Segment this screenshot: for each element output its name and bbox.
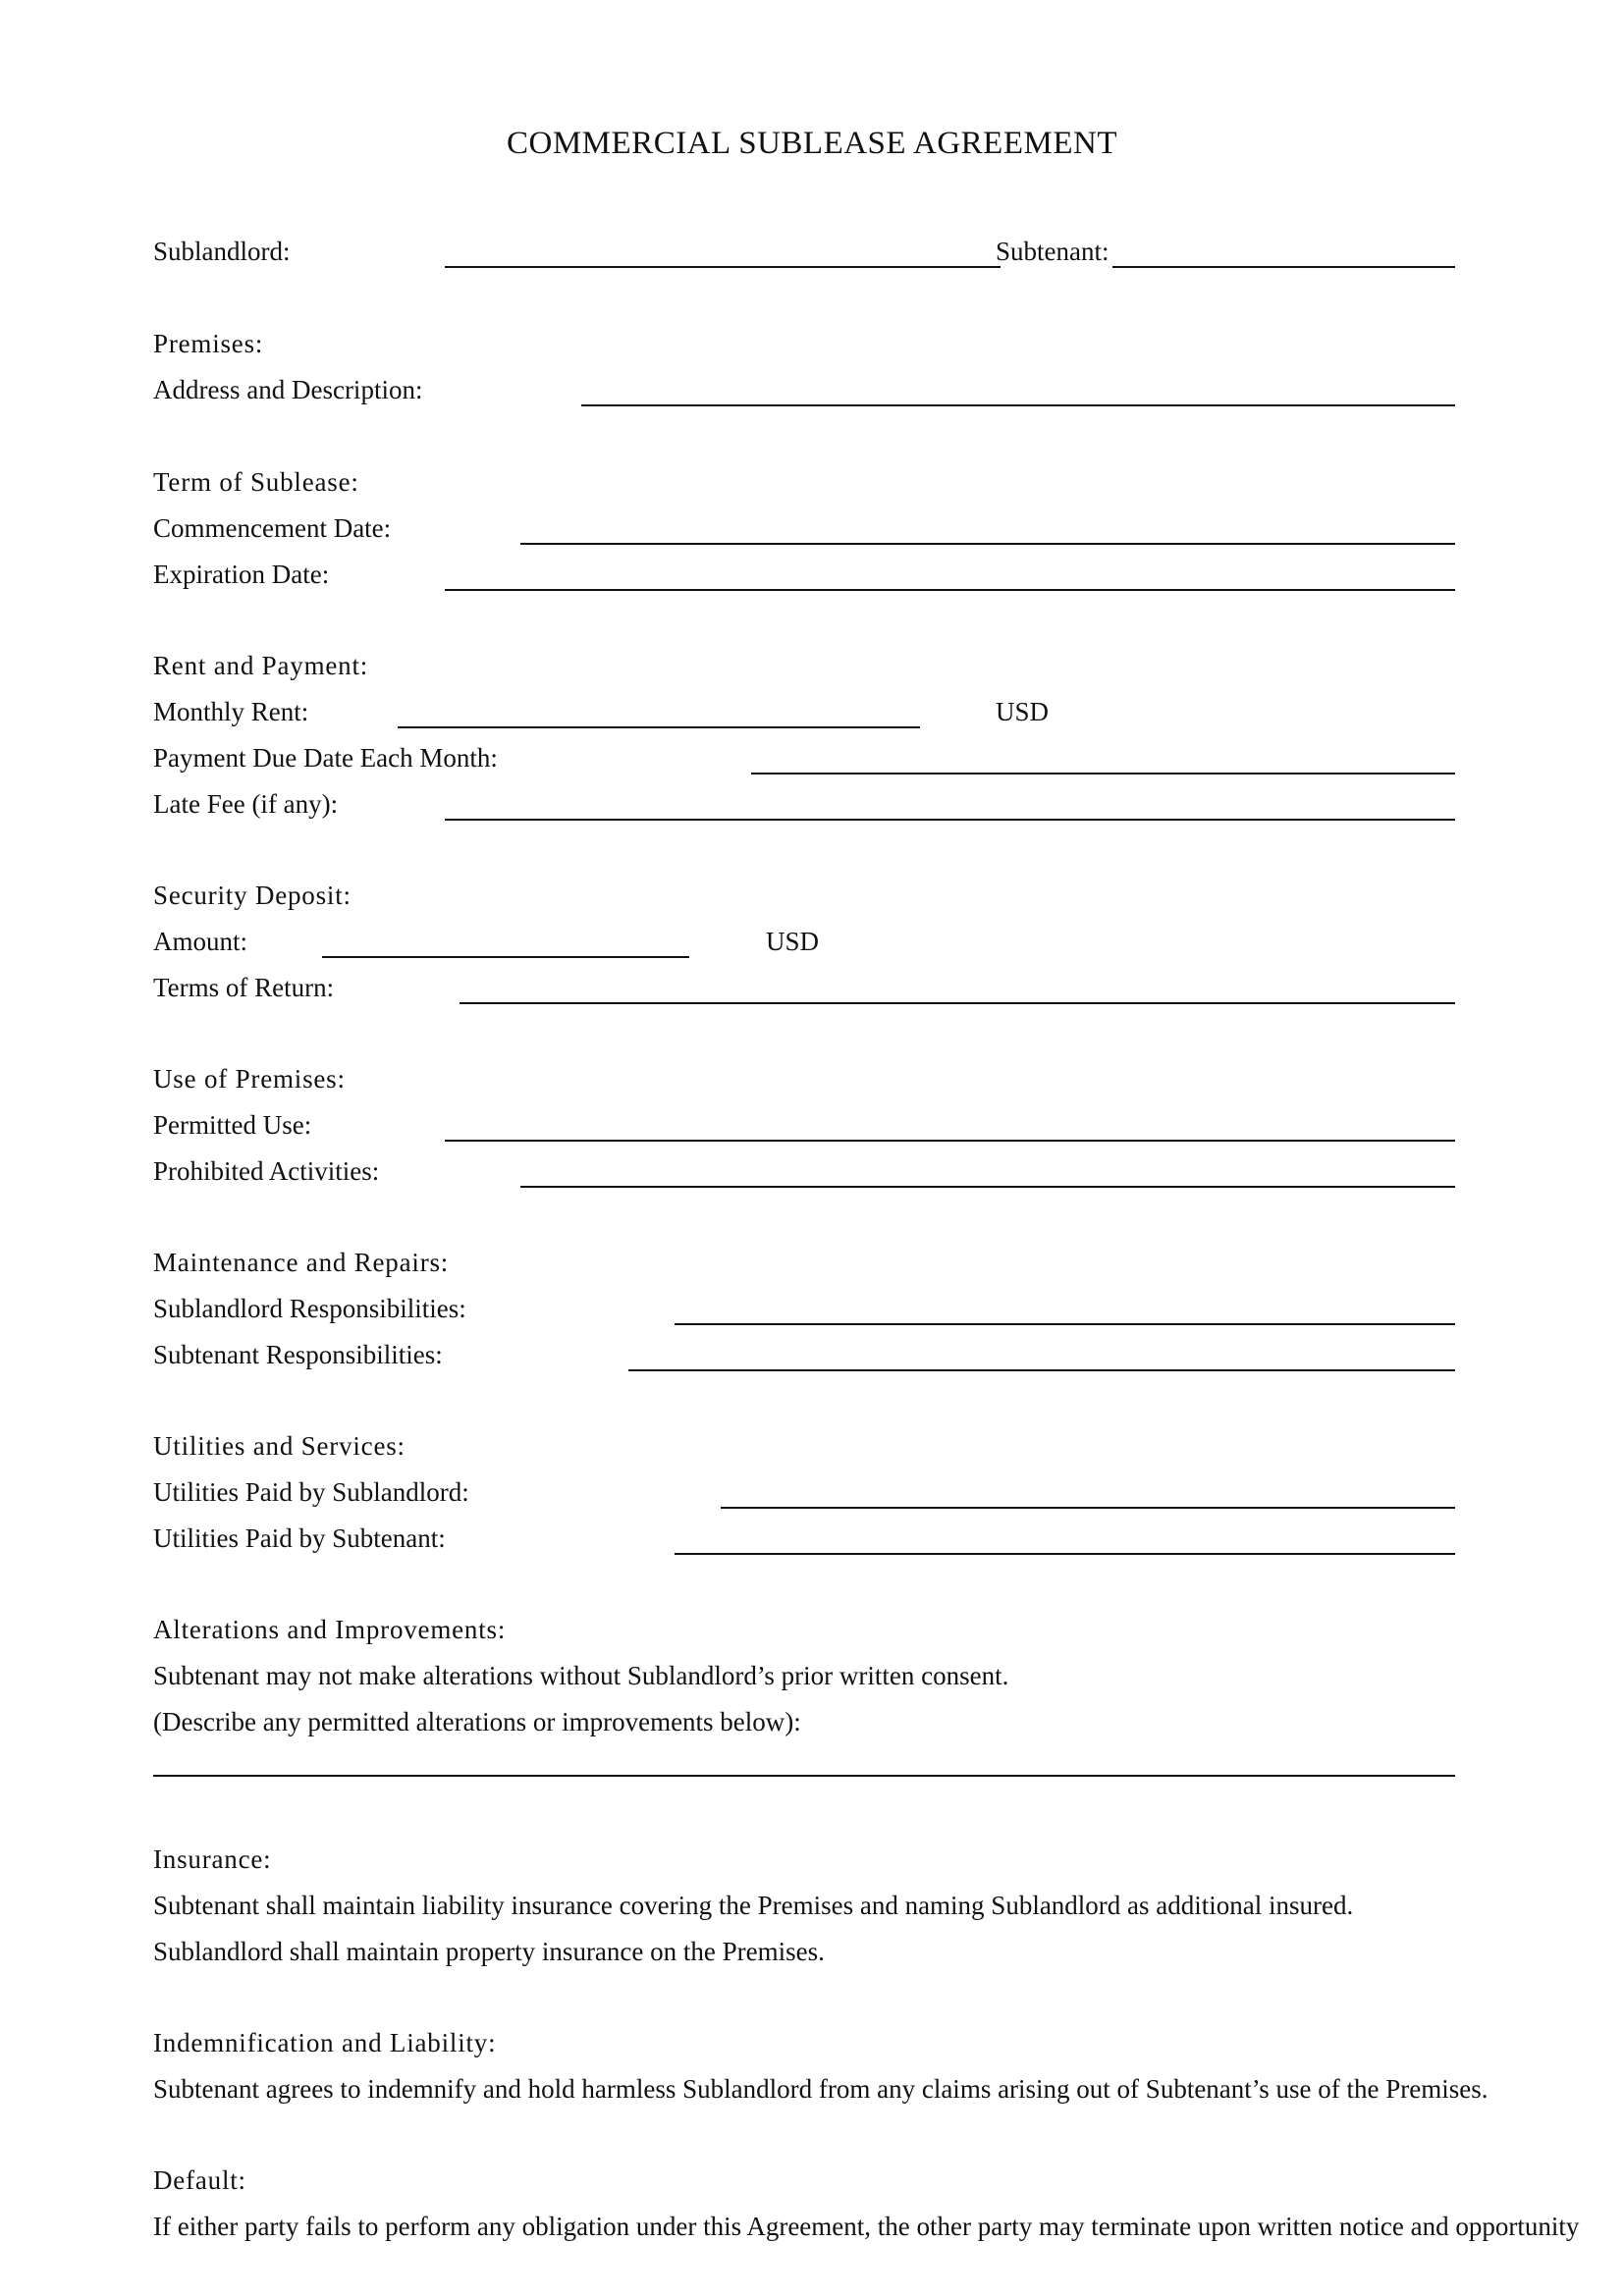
return-terms-field[interactable]: [460, 1002, 1455, 1004]
monthly-rent-currency: USD: [996, 697, 1050, 726]
use-heading: Use of Premises:: [153, 1064, 346, 1094]
late-fee-field[interactable]: [445, 819, 1455, 821]
default-heading: Default:: [153, 2165, 246, 2195]
alterations-text-2: (Describe any permitted alterations or improvements below):: [153, 1707, 801, 1736]
late-fee-label: Late Fee (if any):: [153, 789, 339, 819]
utilities-subtenant-label: Utilities Paid by Subtenant:: [153, 1523, 446, 1553]
premises-heading: Premises:: [153, 329, 264, 358]
expiration-label: Expiration Date:: [153, 560, 330, 589]
alterations-field[interactable]: [153, 1775, 1455, 1777]
insurance-heading: Insurance:: [153, 1844, 272, 1874]
indemnification-heading: Indemnification and Liability:: [153, 2028, 497, 2057]
document-title: COMMERCIAL SUBLEASE AGREEMENT: [507, 126, 1117, 161]
monthly-rent-label: Monthly Rent:: [153, 697, 309, 726]
alterations-heading: Alterations and Improvements:: [153, 1615, 507, 1644]
insurance-text-1: Subtenant shall maintain liability insurance covering the Premises and naming Sublandlord as additional insured.: [153, 1891, 1354, 1920]
monthly-rent-field[interactable]: [398, 726, 920, 728]
permitted-use-label: Permitted Use:: [153, 1110, 312, 1140]
permitted-use-field[interactable]: [445, 1140, 1455, 1142]
deposit-amount-label: Amount:: [153, 927, 248, 956]
sublandlord-field[interactable]: [445, 266, 1001, 268]
utilities-heading: Utilities and Services:: [153, 1431, 406, 1461]
term-heading: Term of Sublease:: [153, 467, 359, 497]
subtenant-resp-field[interactable]: [628, 1369, 1455, 1371]
deposit-currency: USD: [766, 927, 820, 956]
sublandlord-resp-label: Sublandlord Responsibilities:: [153, 1294, 466, 1323]
subtenant-label: Subtenant:: [996, 237, 1110, 266]
subtenant-field[interactable]: [1112, 266, 1455, 268]
commencement-label: Commencement Date:: [153, 513, 392, 543]
utilities-sublandlord-label: Utilities Paid by Sublandlord:: [153, 1477, 469, 1507]
default-text: If either party fails to perform any obligation under this Agreement, the other party may terminate upon written notice and opportunity: [153, 2212, 1580, 2241]
prohibited-field[interactable]: [520, 1186, 1455, 1188]
due-date-field[interactable]: [751, 773, 1455, 774]
due-date-label: Payment Due Date Each Month:: [153, 743, 498, 773]
indemnification-text: Subtenant agrees to indemnify and hold harmless Sublandlord from any claims arising out of Subtenant’s use of the Premises.: [153, 2074, 1489, 2104]
subtenant-resp-label: Subtenant Responsibilities:: [153, 1340, 443, 1369]
return-terms-label: Terms of Return:: [153, 973, 335, 1002]
rent-heading: Rent and Payment:: [153, 651, 369, 680]
sublandlord-label: Sublandlord:: [153, 237, 291, 266]
address-label: Address and Description:: [153, 375, 423, 404]
expiration-field[interactable]: [445, 589, 1455, 591]
alterations-text-1: Subtenant may not make alterations without Sublandlord’s prior written consent.: [153, 1661, 1009, 1690]
sublandlord-resp-field[interactable]: [675, 1323, 1455, 1325]
utilities-subtenant-field[interactable]: [675, 1553, 1455, 1555]
insurance-text-2: Sublandlord shall maintain property insurance on the Premises.: [153, 1937, 825, 1966]
deposit-heading: Security Deposit:: [153, 881, 352, 910]
address-field[interactable]: [581, 404, 1455, 406]
commencement-field[interactable]: [520, 543, 1455, 545]
maintenance-heading: Maintenance and Repairs:: [153, 1248, 450, 1277]
utilities-sublandlord-field[interactable]: [721, 1507, 1455, 1509]
deposit-amount-field[interactable]: [322, 956, 689, 958]
prohibited-label: Prohibited Activities:: [153, 1156, 380, 1186]
